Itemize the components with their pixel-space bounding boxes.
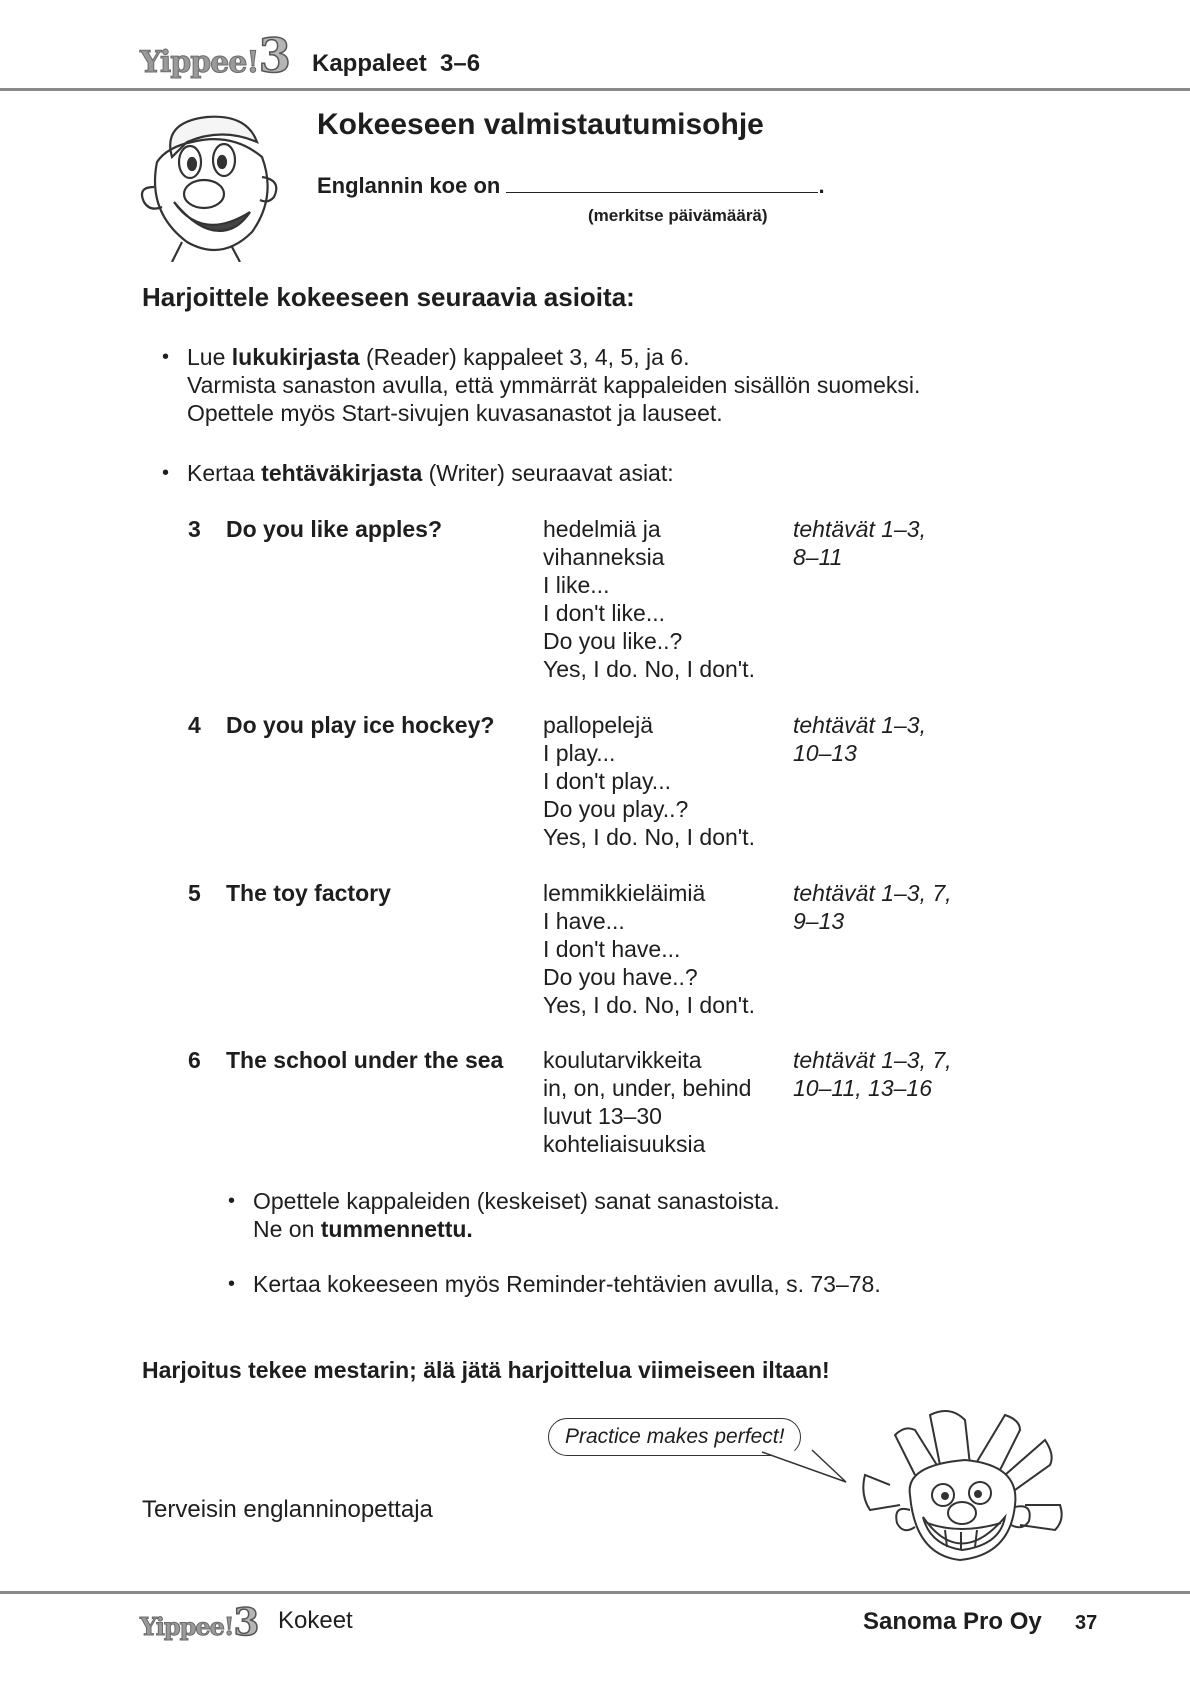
reminder-instructions: Kertaa kokeeseen myös Reminder-tehtävien avulla, s. 73–78. bbox=[253, 1271, 881, 1297]
chapter-tasks bbox=[793, 879, 952, 935]
chapter-number: 6 bbox=[188, 1047, 201, 1073]
writer-pre: Kertaa bbox=[187, 460, 262, 486]
chapter-tasks bbox=[793, 711, 926, 767]
vocab-line2-bold: tummennettu. bbox=[320, 1216, 473, 1242]
task: 10–13 bbox=[793, 740, 857, 766]
reader-line2: Varmista sanaston avulla, että ymmärrät kappaleiden sisällön suomeksi. bbox=[187, 372, 921, 398]
chapter-items bbox=[543, 515, 755, 683]
vocab-line2-pre: Ne on bbox=[253, 1216, 321, 1242]
task: 10–11, 13–16 bbox=[793, 1075, 932, 1101]
chapter-items bbox=[543, 711, 755, 851]
chapter-number: 4 bbox=[188, 712, 201, 738]
item: I don't have... bbox=[543, 936, 681, 962]
item: Do you have..? bbox=[543, 964, 698, 990]
chapter-items bbox=[543, 1046, 751, 1158]
item: I like... bbox=[543, 572, 610, 598]
item: koulutarvikkeita bbox=[543, 1047, 702, 1073]
footer-logo-text: Yippee! bbox=[140, 1612, 234, 1641]
task: tehtävät 1–3, 7, bbox=[793, 880, 952, 906]
signature: Terveisin englanninopettaja bbox=[142, 1496, 433, 1523]
item: Do you play..? bbox=[543, 796, 689, 822]
speech-bubble: Practice makes perfect! bbox=[548, 1418, 801, 1456]
chapter-title: The school under the sea bbox=[226, 1047, 504, 1073]
item: Yes, I do. No, I don't. bbox=[543, 824, 755, 850]
task: tehtävät 1–3, 7, bbox=[793, 1047, 952, 1073]
kid-wild-hair-illustration bbox=[855, 1395, 1075, 1575]
yippee-logo bbox=[140, 28, 290, 83]
item: I play... bbox=[543, 740, 616, 766]
publisher: Sanoma Pro Oy bbox=[863, 1608, 1042, 1635]
speech-bubble-tail bbox=[760, 1446, 850, 1486]
item: kohteliaisuuksia bbox=[543, 1131, 706, 1157]
reader-line3: Opettele myös Start-sivujen kuvasanastot ja lauseet. bbox=[187, 400, 723, 426]
practice-heading: Harjoittele kokeeseen seuraavia asioita: bbox=[142, 282, 635, 312]
vocabulary-instructions bbox=[253, 1187, 780, 1243]
task: 8–11 bbox=[793, 544, 843, 570]
writer-bold: tehtäväkirjasta bbox=[261, 460, 423, 486]
footer-label: Kokeet bbox=[278, 1607, 353, 1634]
chapter-items bbox=[543, 879, 755, 1019]
bullet-icon: • bbox=[228, 1273, 236, 1295]
exam-date-hint: (merkitse päivämäärä) bbox=[588, 206, 768, 225]
bullet-icon: • bbox=[162, 346, 170, 368]
item: vihanneksia bbox=[543, 544, 665, 570]
writer-instructions bbox=[187, 459, 674, 487]
exam-date-row bbox=[317, 172, 825, 199]
page-title: Kokeeseen valmistautumisohje bbox=[317, 108, 764, 141]
bullet-icon: • bbox=[228, 1190, 236, 1212]
motto: Harjoitus tekee mestarin; älä jätä harjoittelua viimeiseen iltaan! bbox=[142, 1357, 830, 1383]
item: I don't play... bbox=[543, 768, 671, 794]
chapter-title: Do you like apples? bbox=[226, 516, 442, 542]
exam-date-period: . bbox=[818, 173, 825, 198]
header-rule bbox=[0, 88, 1190, 91]
footer-logo bbox=[140, 1600, 258, 1644]
logo-text: Yippee! bbox=[140, 45, 259, 80]
task: tehtävät 1–3, bbox=[793, 516, 926, 542]
chapter-tasks bbox=[793, 515, 926, 571]
footer-logo-number: 3 bbox=[233, 1600, 259, 1644]
exam-date-input[interactable] bbox=[506, 172, 818, 193]
item: luvut 13–30 bbox=[543, 1103, 662, 1129]
exam-date-label: Englannin koe on bbox=[317, 173, 501, 198]
item: I have... bbox=[543, 908, 625, 934]
item: lemmikkieläimiä bbox=[543, 880, 706, 906]
task: 9–13 bbox=[793, 908, 845, 934]
task: tehtävät 1–3, bbox=[793, 712, 926, 738]
item: Yes, I do. No, I don't. bbox=[543, 992, 755, 1018]
footer-rule bbox=[0, 1591, 1190, 1594]
chapter-title: The toy factory bbox=[226, 880, 391, 906]
reader-bold: lukukirjasta bbox=[231, 344, 360, 370]
item: Do you like..? bbox=[543, 628, 683, 654]
boy-cap-illustration bbox=[132, 102, 292, 262]
writer-post: (Writer) seuraavat asiat: bbox=[422, 460, 674, 486]
chapter-number: 3 bbox=[188, 516, 201, 542]
item: I don't like... bbox=[543, 600, 666, 626]
item: hedelmiä ja bbox=[543, 516, 661, 542]
reader-instructions bbox=[187, 343, 920, 427]
chapter-number: 5 bbox=[188, 880, 201, 906]
page-number: 37 bbox=[1075, 1612, 1098, 1634]
chapter-title: Do you play ice hockey? bbox=[226, 712, 495, 738]
item: pallopelejä bbox=[543, 712, 653, 738]
section-label: Kappaleet 3–6 bbox=[312, 50, 481, 77]
logo-number: 3 bbox=[258, 28, 290, 83]
bullet-icon: • bbox=[162, 462, 170, 484]
item: Yes, I do. No, I don't. bbox=[543, 656, 755, 682]
reader-pre: Lue bbox=[187, 344, 232, 370]
vocab-line1: Opettele kappaleiden (keskeiset) sanat sanastoista. bbox=[253, 1188, 780, 1214]
item: in, on, under, behind bbox=[543, 1075, 752, 1101]
chapter-tasks bbox=[793, 1046, 952, 1102]
reader-post: (Reader) kappaleet 3, 4, 5, ja 6. bbox=[359, 344, 690, 370]
